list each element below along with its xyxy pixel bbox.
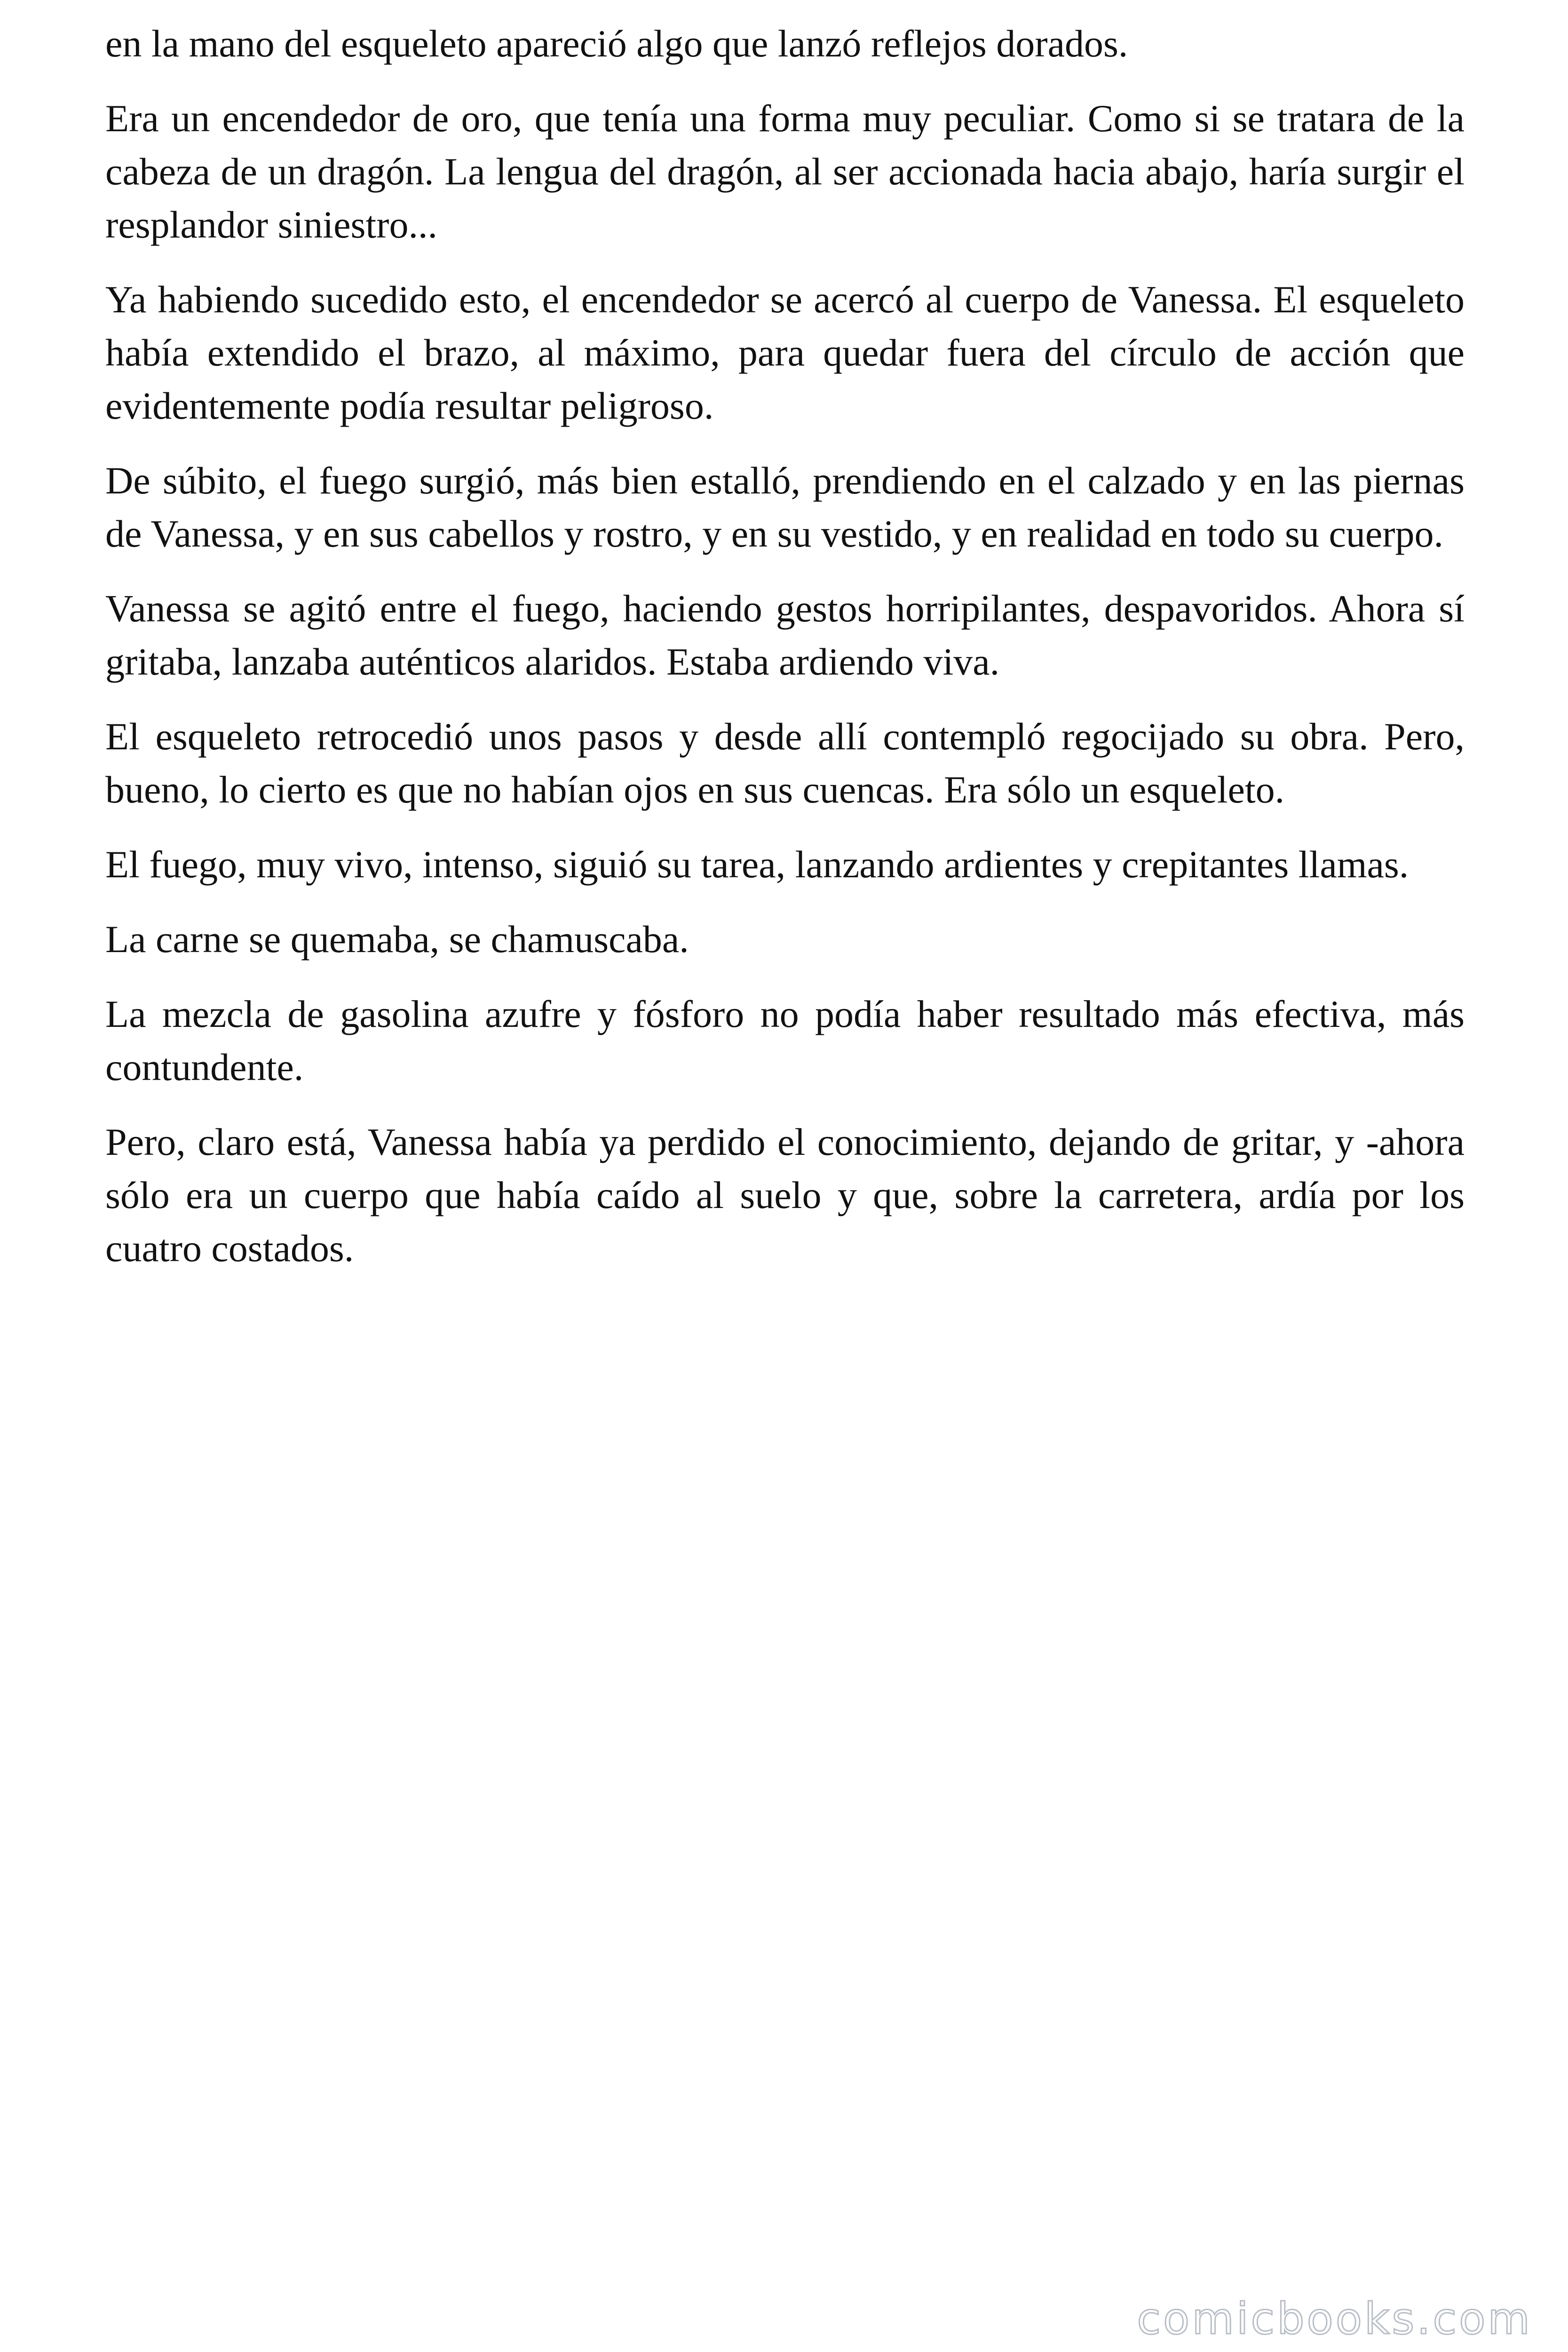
paragraph-10: Pero, claro está, Vanessa había ya perdido el conocimiento, dejando de gritar, y -ahora sólo era un cuerpo que había caído al suelo y que, sobre la carretera, ardía por los cuatro costados. [105, 1120, 1465, 1270]
paragraph-9: La mezcla de gasolina azufre y fósforo no podía haber resultado más efectiva, más contundente. [105, 993, 1465, 1089]
watermark-text: comicbooks.com [1137, 2294, 1532, 2344]
paragraph-2: Era un encendedor de oro, que tenía una forma muy peculiar. Como si se tratara de la cabeza de un dragón. La lengua del dragón, al ser accionada hacia abajo, haría surgir el resplandor siniestro... [105, 97, 1465, 246]
paragraph-5: Vanessa se agitó entre el fuego, haciendo gestos horripilantes, despavoridos. Ahora sí gritaba, lanzaba auténticos alaridos. Estaba ardiendo viva. [105, 587, 1465, 683]
body-text [105, 17, 1465, 1296]
paragraph-1: en la mano del esqueleto apareció algo que lanzó reflejos dorados. [105, 22, 1128, 65]
paragraph-7: El fuego, muy vivo, intenso, siguió su tarea, lanzando ardientes y crepitantes llamas. [105, 843, 1409, 886]
paragraph-6: El esqueleto retrocedió unos pasos y desde allí contempló regocijado su obra. Pero, bueno, lo cierto es que no habían ojos en sus cuencas. Era sólo un esqueleto. [105, 715, 1465, 811]
paragraph-3: Ya habiendo sucedido esto, el encendedor se acercó al cuerpo de Vanessa. El esqueleto había extendido el brazo, al máximo, para quedar fuera del círculo de acción que evidentemente podía resultar peligroso. [105, 278, 1465, 427]
paragraph-8: La carne se quemaba, se chamuscaba. [105, 918, 689, 961]
paragraph-4: De súbito, el fuego surgió, más bien estalló, prendiendo en el calzado y en las piernas de Vanessa, y en sus cabellos y rostro, y en su vestido, y en realidad en todo su cuerpo. [105, 459, 1465, 555]
